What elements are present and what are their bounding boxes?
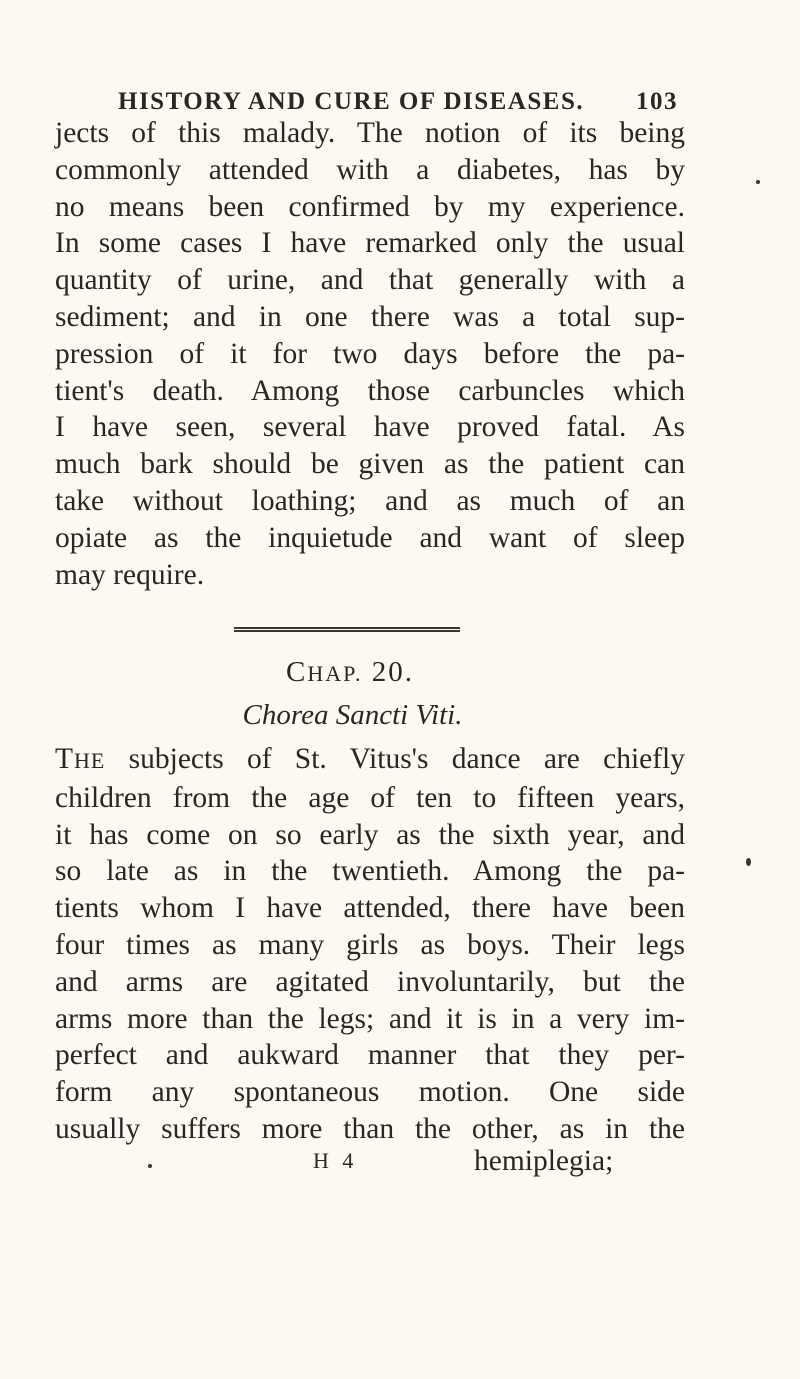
running-title: HISTORY AND CURE OF DISEASES.	[118, 88, 585, 115]
chapter-label-rest: HAP.	[307, 661, 363, 686]
text-line: no means been confirmed by my experience.	[55, 190, 685, 223]
text-line: so late as in the twentieth. Among the pa-	[55, 855, 685, 888]
text-line: it has come on so early as the sixth year, and	[55, 818, 685, 851]
page-footer	[0, 1145, 800, 1185]
text-line: pression of it for two days before the pa-	[55, 337, 685, 370]
text-line: quantity of urine, and that generally with a	[55, 264, 685, 297]
text-line: may require.	[55, 558, 205, 591]
ink-speck	[746, 858, 751, 866]
text-line: take without loathing; and as much of an	[55, 484, 685, 517]
text-line: commonly attended with a diabetes, has by	[55, 153, 685, 186]
opening-word-rest: HE	[74, 748, 106, 773]
page-number: 103	[636, 88, 678, 115]
paragraph-1	[55, 115, 685, 593]
text-line: four times as many girls as boys. Their legs	[55, 928, 685, 961]
text-line	[55, 741, 685, 780]
text-line: I have seen, several have proved fatal. As	[55, 411, 685, 444]
text-line: children from the age of ten to fifteen years,	[55, 781, 685, 814]
catchword: hemiplegia;	[474, 1145, 614, 1177]
section-divider-rule	[234, 627, 460, 632]
first-line-rest: subjects of St. Vitus's dance are chiefly	[128, 743, 686, 775]
ink-speck	[756, 180, 760, 184]
text-line: much bark should be given as the patient can	[55, 448, 685, 481]
text-line: In some cases I have remarked only the usual	[55, 227, 685, 260]
text-line: and arms are agitated involuntarily, but the	[55, 965, 685, 998]
chapter-number: 20.	[371, 656, 414, 688]
running-header	[118, 88, 678, 116]
opening-word	[55, 743, 105, 775]
text-line: usually suffers more than the other, as in the	[55, 1112, 685, 1145]
paragraph-2	[55, 741, 685, 1148]
text-line: opiate as the inquietude and want of sleep	[55, 521, 685, 554]
text-line: perfect and aukward manner that they per-	[55, 1039, 685, 1072]
chapter-heading	[0, 656, 700, 689]
chapter-label-initial: C	[286, 656, 308, 688]
text-line: arms more than the legs; and it is in a very im-	[55, 1002, 685, 1035]
chapter-subtitle: Chorea Sancti Viti.	[242, 699, 463, 731]
text-line: tient's death. Among those carbuncles which	[55, 374, 685, 407]
ink-speck	[148, 1164, 152, 1168]
text-line: sediment; and in one there was a total sup-	[55, 300, 685, 333]
opening-word-initial: T	[55, 743, 75, 775]
text-line: form any spontaneous motion. One side	[55, 1076, 685, 1109]
signature-mark: H 4	[313, 1148, 358, 1173]
text-line: jects of this malady. The notion of its being	[55, 117, 685, 149]
text-line: tients whom I have attended, there have been	[55, 892, 685, 925]
